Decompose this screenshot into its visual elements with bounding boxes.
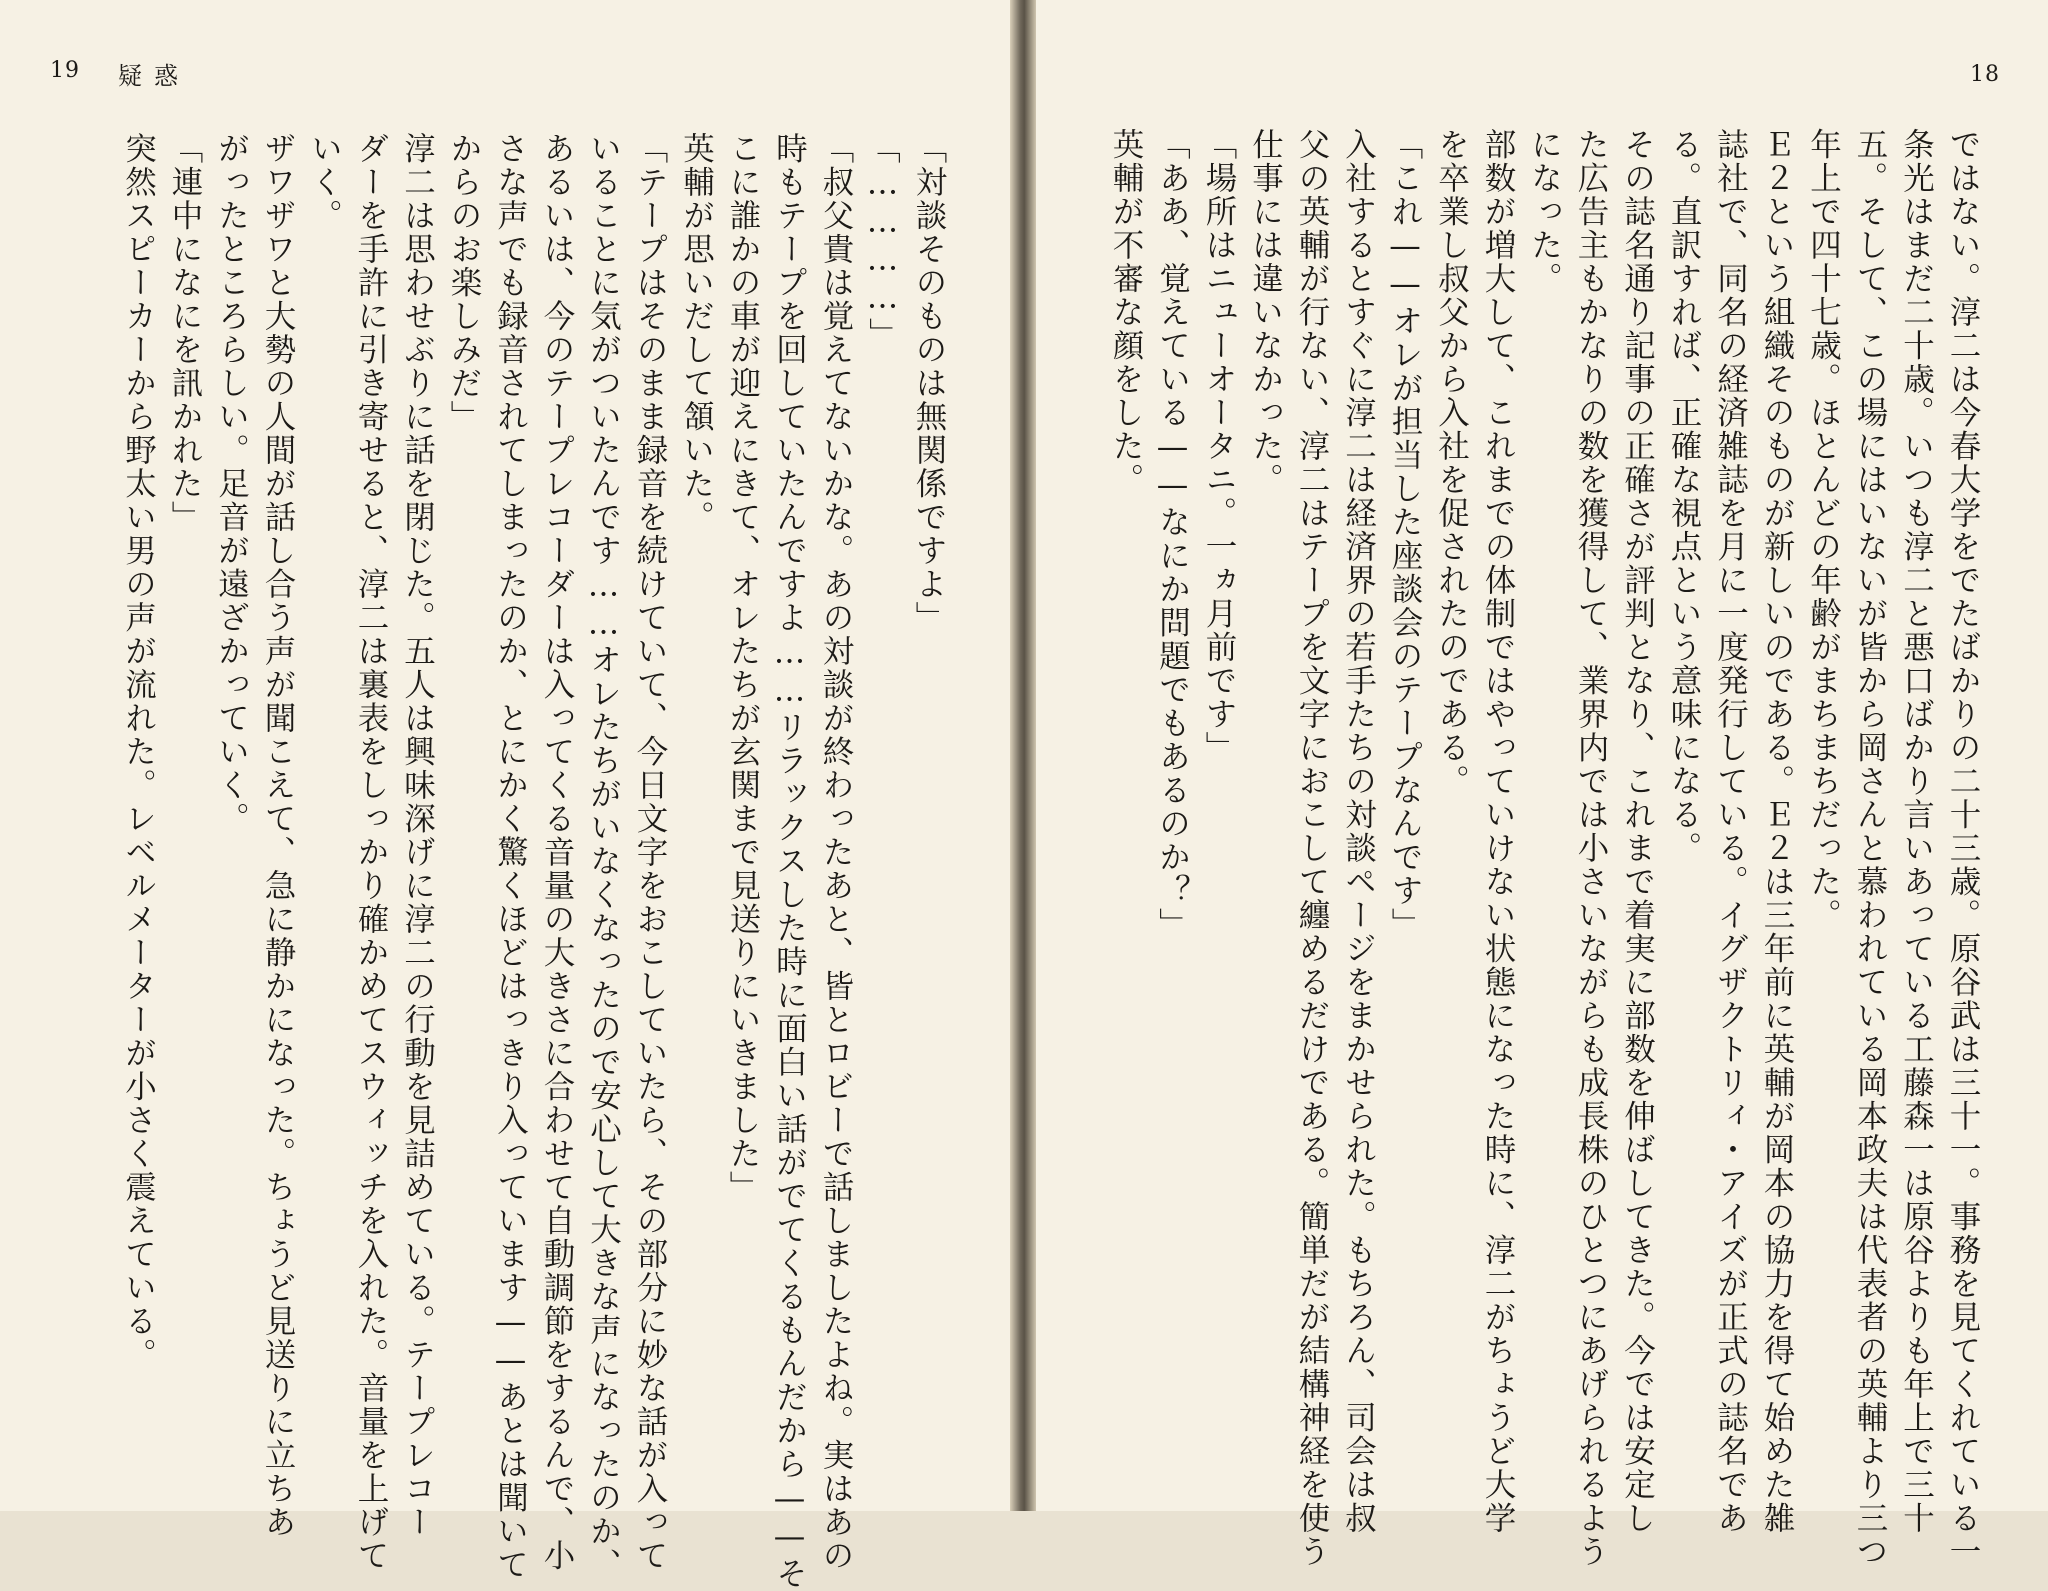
text-line: 「これ——オレが担当した座談会のテープなんです」 [1387, 128, 1423, 941]
text-line: になった。 [1526, 128, 1563, 296]
text-line: こに誰かの車が迎えにきて、オレたちが玄関まで見送りにいきました」 [725, 132, 761, 1204]
running-title: 疑惑 [118, 62, 190, 90]
book-gutter [1010, 0, 1036, 1511]
text-line: 時もテープを回していたんですよ……リラックスした時に面白い話がでてくるもんだから——そ [771, 132, 808, 1591]
text-line: 「ああ、覚えている——なにか問題でもあるのか？」 [1154, 128, 1191, 941]
text-line: 誌社で、同名の経済雑誌を月に一度発行している。イグザクトリィ・アイズが正式の誌名であ [1712, 128, 1749, 1535]
text-line: 淳二は思わせぶりに話を閉じた。五人は興味深げに淳二の行動を見詰めている。テープレコー [399, 132, 436, 1539]
text-line: 五。そして、この場にはいないが皆から岡さんと慕われている岡本政夫は代表者の英輔より三つ [1852, 128, 1888, 1569]
text-line: た広告主もかなりの数を獲得して、業界内では小さいながらも成長株のひとつにあげられるよう [1573, 128, 1609, 1569]
left-page-text [22, 132, 952, 1591]
page-number: 19 [50, 58, 80, 83]
text-line: ザワザワと大勢の人間が話し合う声が聞こえて、急に静かになった。ちょうど見送りに立ちあ [260, 132, 296, 1539]
text-line: 英輔が不審な顔をした。 [1108, 128, 1144, 497]
text-line: を卒業し叔父から入社を促されたのである。 [1433, 128, 1470, 798]
text-line: ダーを手許に引き寄せると、淳二は裏表をしっかり確かめてスウィッチを入れた。音量を上げて [353, 132, 389, 1573]
text-line: 仕事には違いなかった。 [1247, 128, 1284, 497]
text-line: いく。 [306, 132, 343, 233]
text-line: 突然スピーカーから野太い男の声が流れた。レベルメーターが小さく震えている。 [120, 132, 157, 1372]
text-line: 「叔父貴は覚えてないかな。あの対談が終わったあと、皆とロビーで話しましたよね。実はあの [818, 132, 854, 1573]
text-line: 年上で四十七歳。ほとんどの年齢がまちまちだった。 [1805, 128, 1842, 932]
text-line: さな声でも録音されてしまったのか、とにかく驚くほどはっきり入っています——あとは聞いて [492, 132, 529, 1582]
text-line: いることに気がついたんです……オレたちがいなくなったので安心して大きな声になったのか、 [585, 132, 622, 1582]
text-line: Ｅ２という組織そのものが新しいのである。Ｅ２は三年前に英輔が岡本の協力を得て始めた雑 [1759, 128, 1795, 1535]
text-line: 父の英輔が行ない、淳二はテープを文字におこして纏めるだけである。簡単だが結構神経を使う [1294, 128, 1330, 1569]
text-line: 「…………」 [864, 132, 901, 351]
right-page-text [1056, 128, 1986, 1569]
left-page [0, 0, 1010, 1591]
text-line: 部数が増大して、これまでの体制ではやっていけない状態になった時に、淳二がちょうど大学 [1480, 128, 1516, 1535]
text-line: からのお楽しみだ」 [446, 132, 482, 434]
text-line: る。直訳すれば、正確な視点という意味になる。 [1666, 128, 1702, 865]
text-line: 英輔が思いだして頷いた。 [678, 132, 715, 534]
text-line: あるいは、今のテープレコーダーは入ってくる音量の大きさに合わせて自動調節をするんで、小 [539, 132, 575, 1573]
page-number: 18 [1970, 62, 2000, 87]
text-line: がったところらしい。足音が遠ざかっていく。 [213, 132, 250, 836]
text-line: 「対談そのものは無関係ですよ」 [911, 132, 947, 635]
text-line: 「場所はニューオータニ。一ヵ月前です」 [1201, 128, 1237, 765]
right-page [1036, 0, 2048, 1569]
text-line: 「テープはそのまま録音を続けていて、今日文字をおこしていたら、その部分に妙な話が入って [632, 132, 668, 1573]
text-line: ではない。淳二は今春大学をでたばかりの二十三歳。原谷武は三十一。事務を見てくれている一 [1945, 128, 1981, 1569]
text-line: 入社するとすぐに淳二は経済界の若手たちの対談ページをまかせられた。もちろん、司会は叔 [1340, 128, 1377, 1535]
text-line: 「連中になにを訊かれた」 [167, 132, 203, 534]
text-line: 条光はまだ二十歳。いつも淳二と悪口ばかり言いあっている工藤森一は原谷よりも年上で三十 [1898, 128, 1935, 1535]
text-line: その誌名通り記事の正確さが評判となり、これまで着実に部数を伸ばしてきた。今では安定し [1619, 128, 1656, 1535]
